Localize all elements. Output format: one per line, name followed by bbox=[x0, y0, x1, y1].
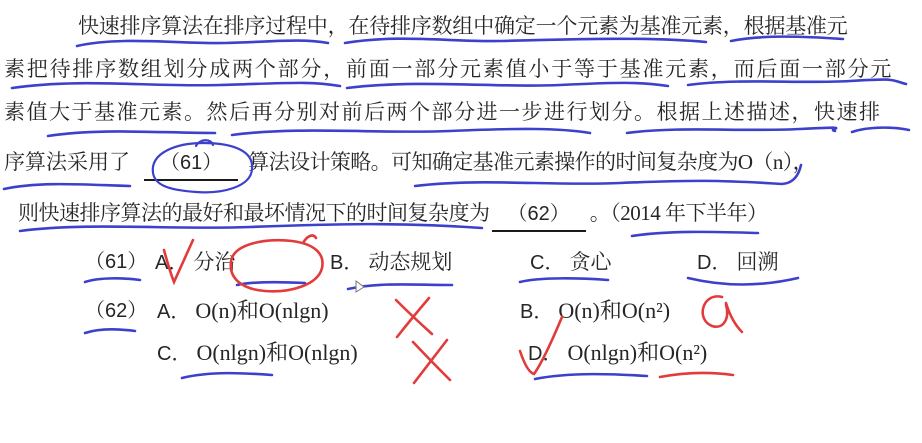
question-text-line-3: 素值大于基准元素。然后再分别对前后两个部分进一步进行划分。根据上述描述，快速排 bbox=[4, 100, 882, 124]
question-number-62: （62） bbox=[85, 300, 148, 322]
cursor-pointer-icon bbox=[356, 281, 364, 292]
option-61-D: D． 回溯 bbox=[697, 250, 779, 274]
options-row-61 bbox=[0, 246, 922, 280]
blue-wavy-underline bbox=[232, 129, 590, 135]
blue-underline-option-D62 bbox=[535, 374, 647, 379]
question-text-line-4 bbox=[4, 146, 813, 178]
blank-62: （62） bbox=[492, 198, 586, 232]
blue-underline-62-label bbox=[85, 329, 135, 333]
question-text-line-1: 快速排序算法在排序过程中，在待排序数组中确定一个元素为基准元素，根据基准元 bbox=[78, 14, 848, 38]
blue-underline-option-B61 bbox=[348, 284, 452, 289]
line4-prefix: 序算法采用了 bbox=[4, 150, 130, 174]
line5-period: 。 bbox=[589, 201, 611, 225]
line5-source: （2014 年下半年） bbox=[610, 201, 768, 225]
option-61-B: B． 动态规划 bbox=[330, 250, 453, 274]
red-underline-On2-D62 bbox=[660, 373, 733, 377]
red-circle-start-tail bbox=[303, 236, 316, 243]
option-62-B: B． O(n)和O(n²) bbox=[520, 298, 671, 323]
line4-suffix: 算法设计策略。可知确定基准元素操作的时间复杂度为O（n）， bbox=[248, 150, 814, 174]
question-text-line-2: 素把待排序数组划分成两个部分，前面一部分元素值小于等于基准元素，而后面一部分元 bbox=[4, 57, 894, 81]
blue-wavy-underline bbox=[4, 184, 130, 189]
blue-wavy-underline bbox=[632, 232, 758, 236]
option-62-C: C． O(nlgn)和O(nlgn) bbox=[157, 340, 358, 365]
option-61-C: C． 贪心 bbox=[530, 250, 612, 274]
options-row-62-second bbox=[0, 337, 922, 371]
option-62-D: D． O(nlgn)和O(n²) bbox=[528, 340, 708, 365]
blue-underline-fenzhi bbox=[237, 282, 305, 285]
question-number-61: （61） bbox=[85, 251, 148, 273]
question-text-line-5 bbox=[18, 197, 768, 229]
blue-underline-option-C62 bbox=[182, 373, 272, 378]
option-61-A: A． 分治 bbox=[155, 250, 236, 274]
blue-wavy-underline bbox=[627, 128, 836, 133]
blank-61: （61） bbox=[144, 147, 238, 181]
blue-wavy-underline bbox=[48, 131, 215, 136]
blue-wavy-underline bbox=[852, 128, 909, 132]
line5-prefix: 则快速排序算法的最好和最坏情况下的时间复杂度为 bbox=[18, 201, 490, 225]
options-row-62-first bbox=[0, 295, 922, 329]
option-62-A: A． O(n)和O(nlgn) bbox=[157, 298, 329, 323]
